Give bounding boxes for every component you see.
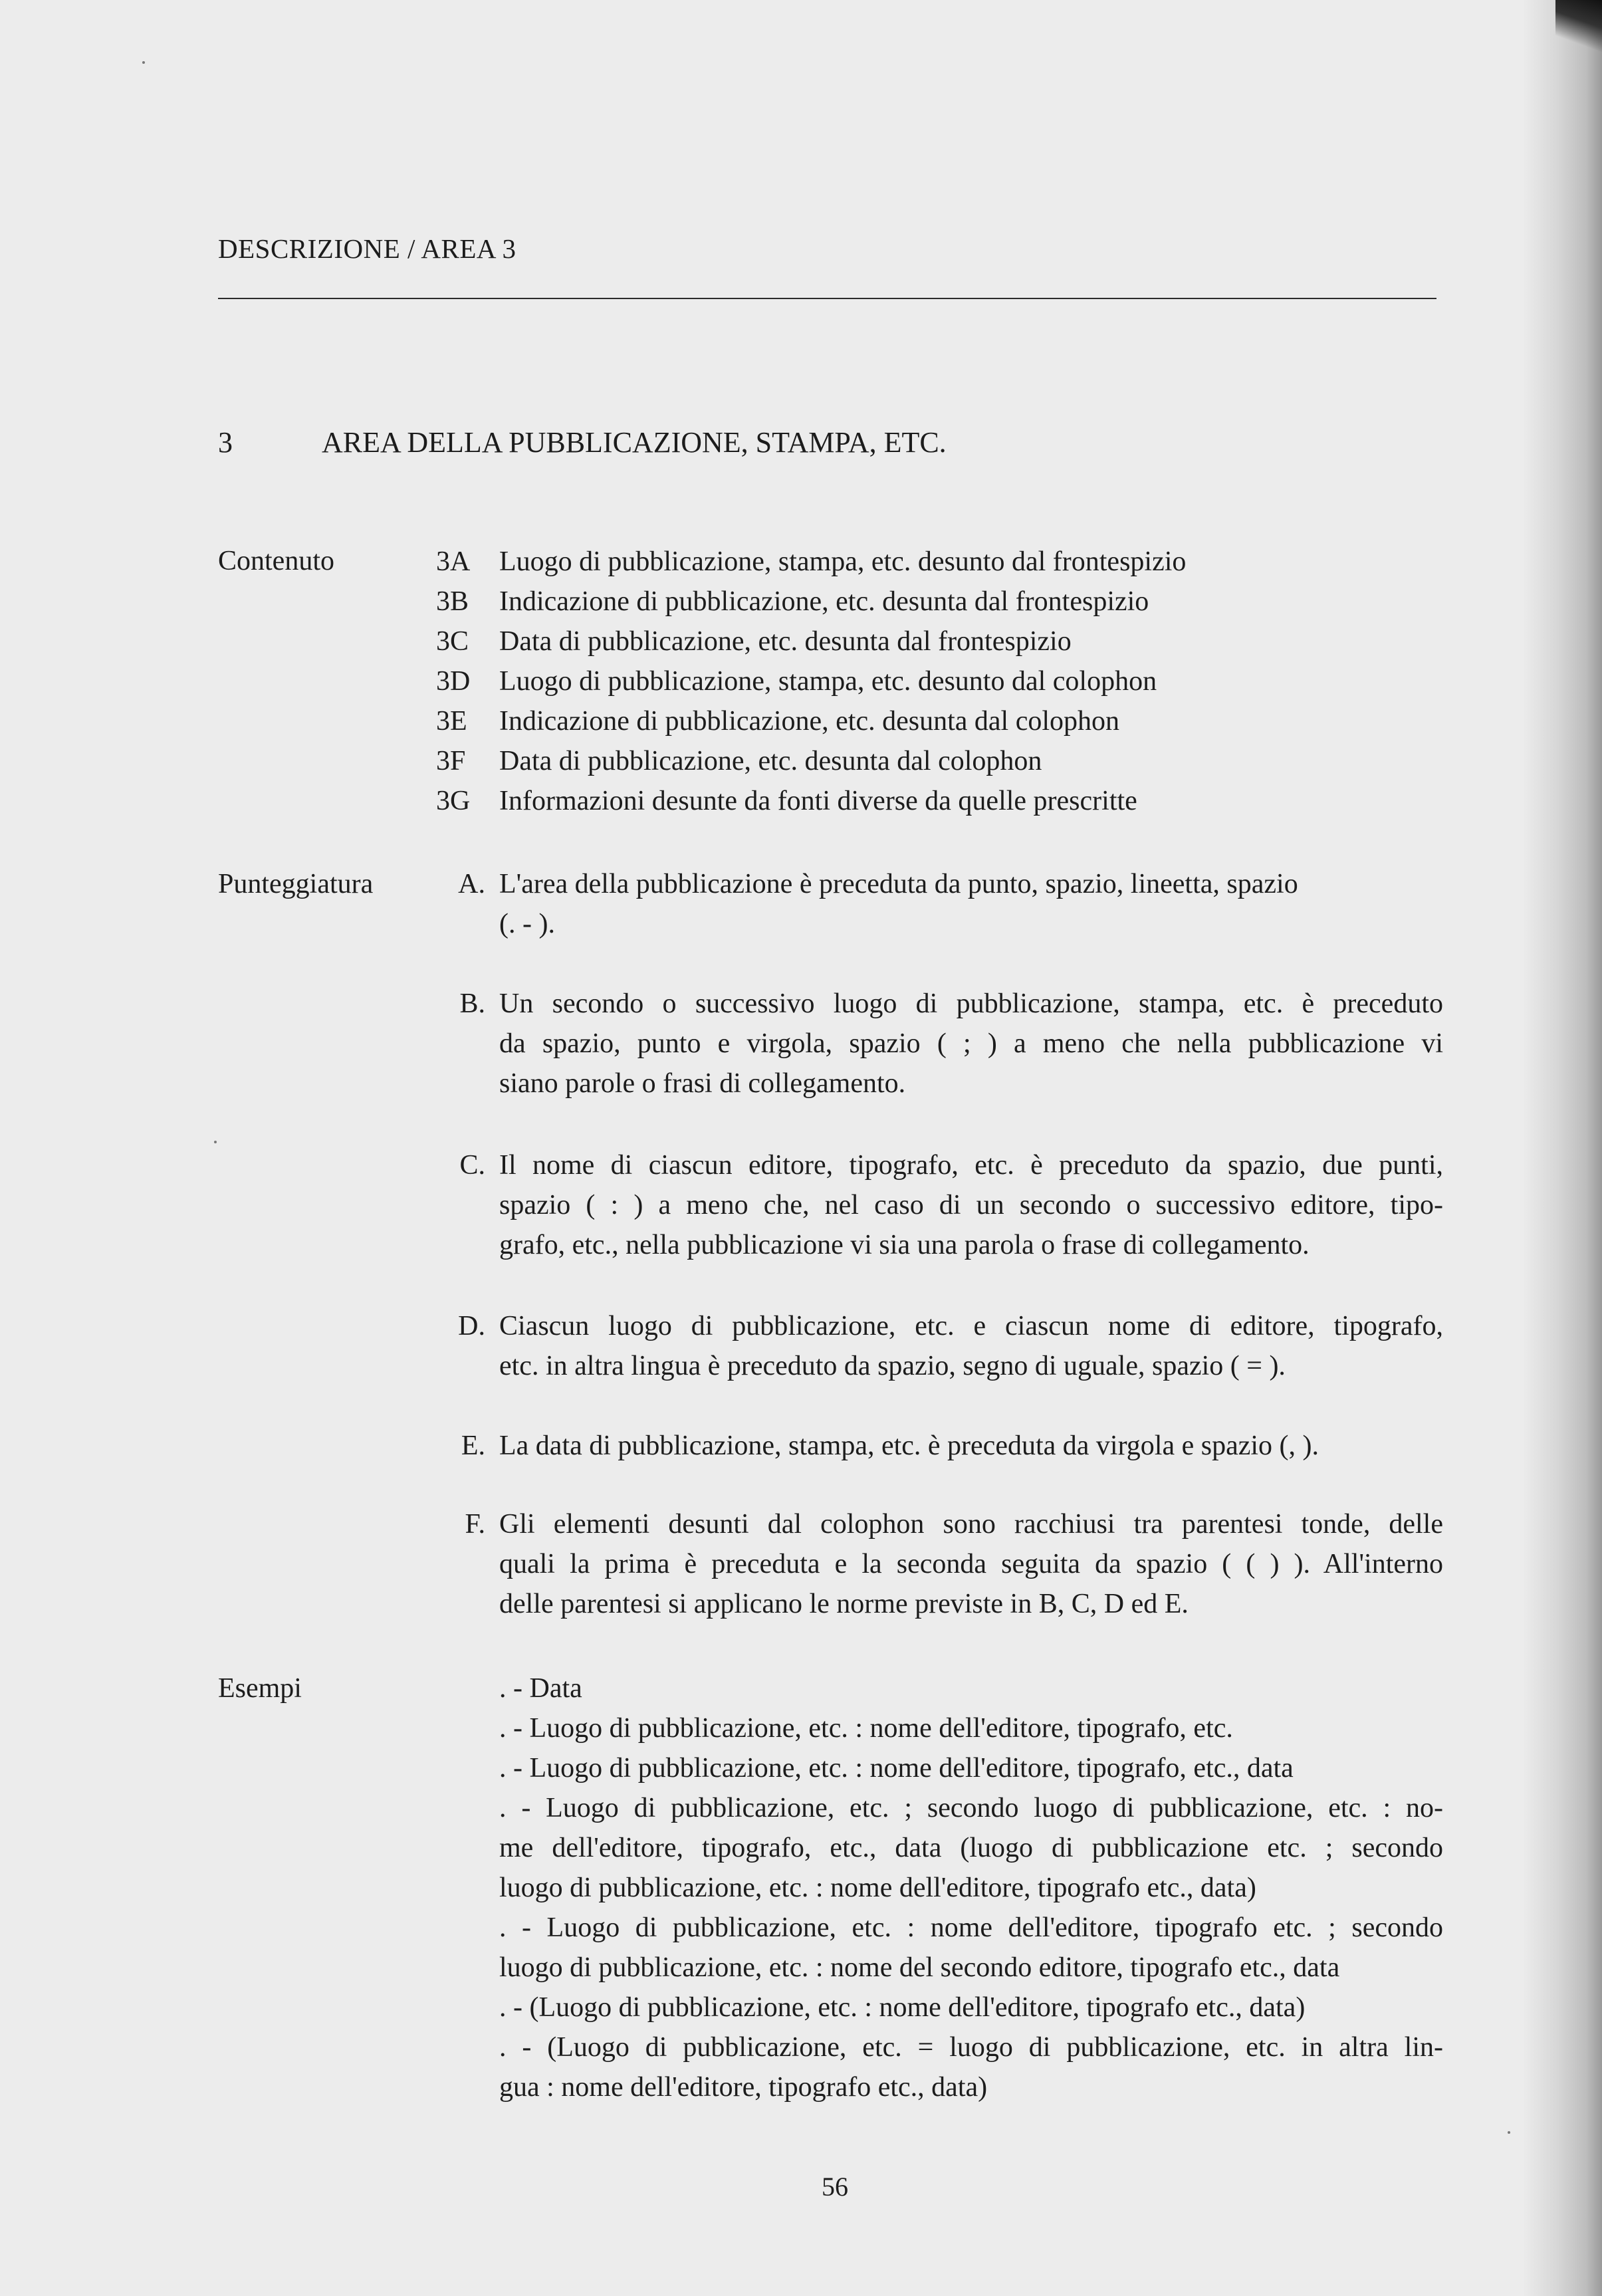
content-text: Indicazione di pubblicazione, etc. desunta dal colophon bbox=[499, 706, 1120, 737]
rule-text bbox=[499, 1306, 1443, 1386]
rule-text bbox=[499, 1426, 1443, 1466]
example-line: gua : nome dell'editore, tipografo etc., data) bbox=[499, 2072, 988, 2103]
header-rule bbox=[218, 298, 1436, 299]
punteggiatura-label: Punteggiatura bbox=[218, 869, 374, 899]
example-line: luogo di pubblicazione, etc. : nome del secondo editore, tipografo etc., data bbox=[499, 1952, 1340, 1983]
content-code: 3D bbox=[436, 666, 471, 697]
content-text: Data di pubblicazione, etc. desunta dal frontespizio bbox=[499, 626, 1072, 657]
paper-speck bbox=[1508, 2131, 1510, 2134]
rule-letter: D. bbox=[458, 1311, 485, 1341]
rule-line: Il nome di ciascun editore, tipografo, etc. è preceduto da spazio, due punti, bbox=[499, 1150, 1443, 1181]
page-number: 56 bbox=[822, 2172, 848, 2202]
rule-text bbox=[499, 864, 1443, 944]
contenuto-label: Contenuto bbox=[218, 546, 334, 576]
rule-letter: A. bbox=[458, 869, 485, 899]
example-line: . - (Luogo di pubblicazione, etc. : nome dell'editore, tipografo etc., data) bbox=[499, 1992, 1306, 2023]
rule-line: da spazio, punto e virgola, spazio ( ; ) a meno che nella pubblicazione vi bbox=[499, 1028, 1443, 1059]
example-line: . - Data bbox=[499, 1673, 582, 1704]
example-line: . - (Luogo di pubblicazione, etc. = luogo di pubblicazione, etc. in altra lin- bbox=[499, 2032, 1443, 2063]
rule-line: delle parentesi si applicano le norme previste in B, C, D ed E. bbox=[499, 1589, 1189, 1619]
example-line: . - Luogo di pubblicazione, etc. ; secondo luogo di pubblicazione, etc. : no- bbox=[499, 1793, 1443, 1823]
rule-line: etc. in altra lingua è preceduto da spazio, segno di uguale, spazio ( = ). bbox=[499, 1351, 1286, 1381]
content-code: 3A bbox=[436, 546, 471, 577]
rule-letter: F. bbox=[465, 1509, 485, 1540]
content-text: Informazioni desunte da fonti diverse da quelle prescritte bbox=[499, 786, 1137, 816]
rule-line: (. - ). bbox=[499, 909, 555, 939]
paper-speck bbox=[214, 1141, 217, 1143]
rule-text bbox=[499, 984, 1443, 1103]
section-number: 3 bbox=[218, 426, 233, 459]
rule-line: siano parole o frasi di collegamento. bbox=[499, 1068, 906, 1099]
rule-line: quali la prima è preceduta e la seconda seguita da spazio ( ( ) ). All'interno bbox=[499, 1549, 1443, 1579]
rule-line: spazio ( : ) a meno che, nel caso di un secondo o successivo editore, tipo- bbox=[499, 1190, 1443, 1220]
content-code: 3B bbox=[436, 586, 469, 617]
rule-line: Gli elementi desunti dal colophon sono racchiusi tra parentesi tonde, delle bbox=[499, 1509, 1443, 1540]
paper-speck bbox=[142, 61, 145, 64]
rule-letter: B. bbox=[459, 988, 485, 1019]
example-line: . - Luogo di pubblicazione, etc. : nome dell'editore, tipografo, etc. bbox=[499, 1713, 1233, 1744]
content-text: Luogo di pubblicazione, stampa, etc. desunto dal frontespizio bbox=[499, 546, 1187, 577]
rule-letter: C. bbox=[459, 1150, 485, 1181]
example-line: . - Luogo di pubblicazione, etc. : nome dell'editore, tipografo, etc., data bbox=[499, 1753, 1294, 1783]
rule-line: L'area della pubblicazione è preceduta da punto, spazio, lineetta, spazio bbox=[499, 869, 1298, 899]
rule-text bbox=[499, 1145, 1443, 1265]
rule-line: La data di pubblicazione, stampa, etc. è preceduta da virgola e spazio (, ). bbox=[499, 1431, 1319, 1461]
content-code: 3C bbox=[436, 626, 469, 657]
example-line: me dell'editore, tipografo, etc., data (luogo di pubblicazione etc. ; secondo bbox=[499, 1833, 1443, 1863]
rule-line: Ciascun luogo di pubblicazione, etc. e ciascun nome di editore, tipografo, bbox=[499, 1311, 1443, 1341]
example-line: luogo di pubblicazione, etc. : nome dell'editore, tipografo etc., data) bbox=[499, 1873, 1256, 1903]
content-text: Luogo di pubblicazione, stampa, etc. desunto dal colophon bbox=[499, 666, 1157, 697]
rule-letter: E. bbox=[461, 1431, 485, 1461]
content-code: 3G bbox=[436, 786, 471, 816]
page-corner-shadow bbox=[1555, 0, 1602, 53]
content-text: Data di pubblicazione, etc. desunta dal colophon bbox=[499, 746, 1042, 776]
content-code: 3E bbox=[436, 706, 467, 737]
rule-line: Un secondo o successivo luogo di pubblicazione, stampa, etc. è preceduto bbox=[499, 988, 1443, 1019]
esempi-label: Esempi bbox=[218, 1673, 302, 1704]
running-header: DESCRIZIONE / AREA 3 bbox=[218, 233, 516, 264]
rule-text bbox=[499, 1504, 1443, 1624]
section-title: AREA DELLA PUBBLICAZIONE, STAMPA, ETC. bbox=[322, 426, 947, 459]
content-code: 3F bbox=[436, 746, 466, 776]
rule-line: grafo, etc., nella pubblicazione vi sia una parola o frase di collegamento. bbox=[499, 1230, 1310, 1260]
example-line: . - Luogo di pubblicazione, etc. : nome dell'editore, tipografo etc. ; secondo bbox=[499, 1912, 1443, 1943]
page-edge-shadow bbox=[1522, 0, 1602, 2296]
content-text: Indicazione di pubblicazione, etc. desunta dal frontespizio bbox=[499, 586, 1149, 617]
